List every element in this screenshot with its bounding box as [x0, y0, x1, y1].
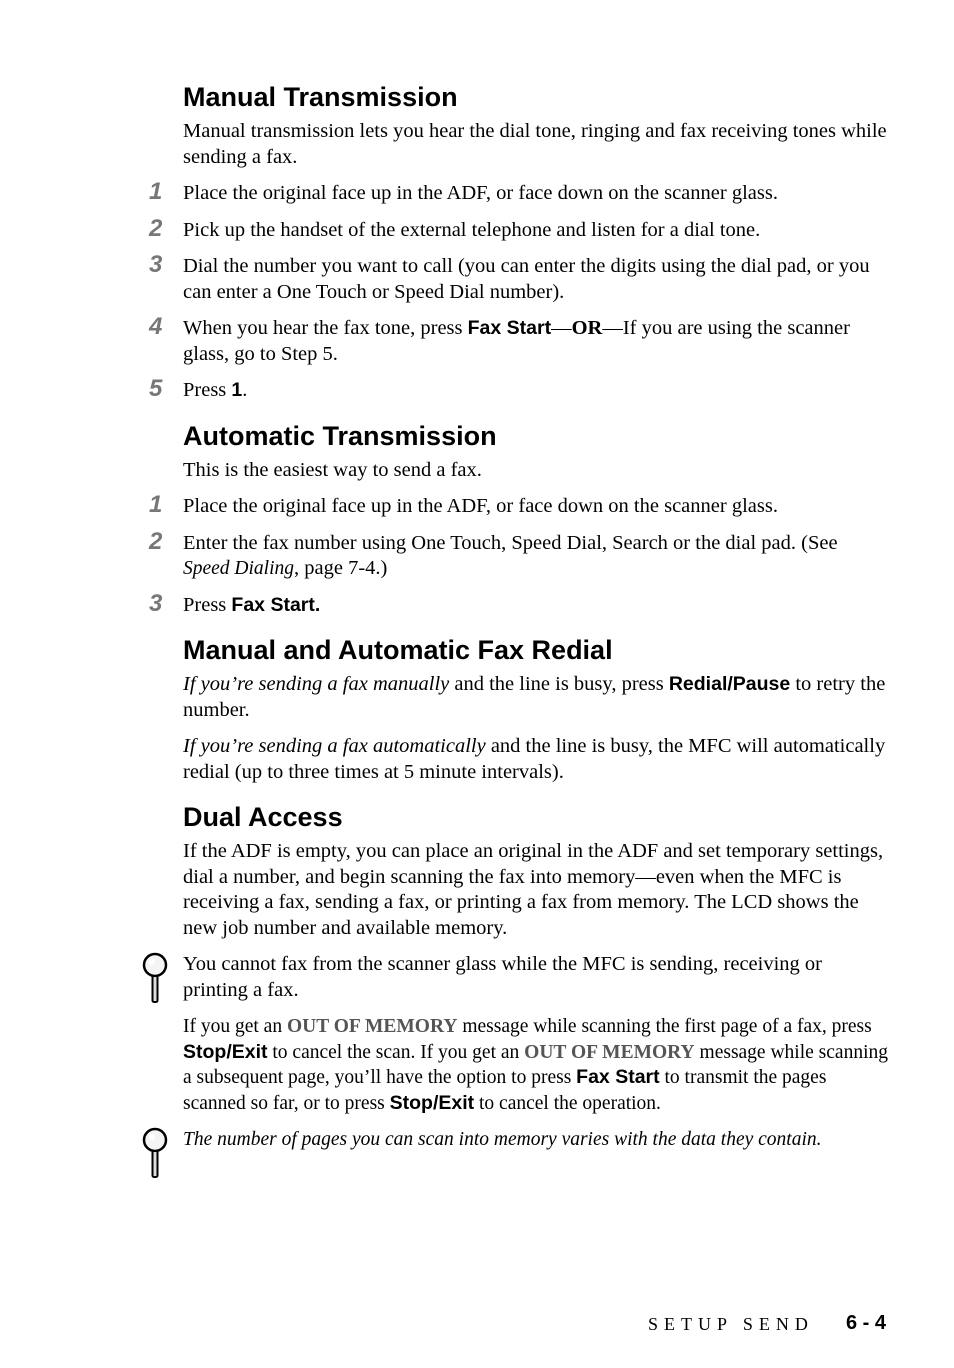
- step-number: 2: [149, 214, 163, 242]
- dash: —: [551, 317, 572, 339]
- step-number: 1: [149, 491, 163, 518]
- step-number: 2: [149, 527, 163, 555]
- automatic-step-2: [149, 527, 888, 582]
- step-text-post: .: [242, 379, 248, 401]
- note-memory-pages: [183, 1127, 888, 1153]
- step-text: [183, 593, 888, 619]
- step-text: [183, 531, 888, 582]
- lcd-message: OUT OF MEMORY: [286, 1016, 458, 1037]
- note-text: [183, 1127, 888, 1153]
- text-run: If you get an: [183, 1016, 287, 1037]
- text-run: to transmit the pages scanned so far, or to press: [183, 1067, 827, 1114]
- redial-manual-mid: and the line is busy, press: [449, 673, 669, 695]
- key-stop-exit: Stop/Exit: [389, 1091, 475, 1114]
- redial-manual-lead: If you’re sending a fax manually: [183, 673, 450, 695]
- manual-step-1: [149, 178, 888, 207]
- speed-dialing-reference: Speed Dialing: [183, 558, 295, 579]
- manual-intro: Manual transmission lets you hear the dial tone, ringing and fax receiving tones while sending a fax.: [183, 120, 887, 168]
- manual-step-5: [149, 375, 888, 404]
- step-text: Dial the number you want to call (you can enter the digits using the dial pad, or you can enter a One Touch or Speed Dial number).: [183, 255, 870, 303]
- note-scanner-glass: [183, 952, 888, 1003]
- dual-intro: If the ADF is empty, you can place an original in the ADF and set temporary settings, dial a number, and begin scanning the fax into memory—even when the MFC is receiving a fax, sending a fax, or printing a fax from memory. The LCD shows the new job number and available memory.: [183, 840, 884, 939]
- step-number: 5: [149, 375, 163, 402]
- step-text: [183, 316, 888, 367]
- step-number: 3: [149, 251, 163, 278]
- lcd-message: OUT OF MEMORY: [524, 1041, 695, 1063]
- heading-fax-redial: Manual and Automatic Fax Redial: [183, 635, 613, 665]
- redial-manual-text: [183, 672, 888, 723]
- redial-manual-post: to retry the number.: [183, 673, 886, 721]
- step-text-pre: Press: [183, 379, 232, 401]
- step-text: Pick up the handset of the external telephone and listen for a dial tone.: [183, 218, 761, 241]
- section-fax-redial: [183, 634, 888, 785]
- redial-automatic-post: and the line is busy, the MFC will automatically redial (up to three times at 5 minute intervals).: [183, 735, 886, 783]
- key-fax-start: Fax Start: [576, 1066, 660, 1088]
- automatic-intro: This is the easiest way to send a fax.: [183, 458, 482, 481]
- step-number: 3: [149, 589, 163, 617]
- step-text-pre: Press: [183, 593, 232, 616]
- redial-automatic-lead: If you’re sending a fax automatically: [183, 735, 486, 757]
- heading-manual-transmission: Manual Transmission: [183, 82, 458, 112]
- step-text: Place the original face up in the ADF, or face down on the scanner glass.: [183, 182, 778, 204]
- heading-dual-access: Dual Access: [183, 802, 343, 832]
- step-text: Place the original face up in the ADF, or face down on the scanner glass.: [183, 495, 778, 517]
- text-run: message while scanning the first page of a fax, press: [457, 1016, 872, 1037]
- section-automatic-transmission: [149, 420, 888, 619]
- heading-automatic-transmission: Automatic Transmission: [183, 420, 497, 451]
- note-pin-icon: [141, 952, 171, 1004]
- step-text-pre: When you hear the fax tone, press: [183, 317, 468, 339]
- section-manual-transmission: [149, 81, 888, 404]
- page-content: [149, 81, 888, 1169]
- key-stop-exit: Stop/Exit: [183, 1040, 268, 1063]
- step-number: 1: [149, 178, 163, 205]
- automatic-step-1: [149, 491, 888, 520]
- note-pin-icon: [141, 1127, 171, 1179]
- text-run: message while scanning a subsequent page, you’ll have the option to press: [183, 1041, 888, 1088]
- note-text: You cannot fax from the scanner glass while the MFC is sending, receiving or printing a fax.: [183, 953, 822, 1001]
- or-word: OR: [571, 317, 603, 339]
- note-italic-text: The number of pages you can scan into memory varies with the data they contain.: [183, 1129, 822, 1150]
- step-text-pre: Enter the fax number using One Touch, Speed Dial, Search or the dial pad. (See: [183, 531, 838, 554]
- step-text: [183, 378, 888, 404]
- key-1: 1: [231, 379, 243, 401]
- key-fax-start: Fax Start: [467, 317, 552, 339]
- key-redial-pause: Redial/Pause: [668, 673, 791, 695]
- manual-step-4: [149, 313, 888, 367]
- step-text-post: —If you are using the scanner glass, go to Step 5.: [183, 317, 850, 365]
- redial-automatic-text: [183, 734, 888, 785]
- step-text-post: , page 7-4.): [294, 557, 388, 579]
- footer-chapter-title: SETUP SEND: [648, 1314, 814, 1334]
- manual-step-3: [149, 251, 888, 305]
- out-of-memory-text: [183, 1014, 888, 1116]
- section-dual-access: [183, 801, 888, 1153]
- step-number: 4: [149, 313, 163, 340]
- manual-step-2: [149, 214, 888, 244]
- footer-page-number: 6 - 4: [846, 1312, 887, 1334]
- key-fax-start: Fax Start.: [231, 593, 321, 616]
- automatic-step-3: [149, 589, 888, 619]
- text-run: to cancel the operation.: [474, 1092, 661, 1114]
- text-run: to cancel the scan. If you get an: [267, 1041, 525, 1063]
